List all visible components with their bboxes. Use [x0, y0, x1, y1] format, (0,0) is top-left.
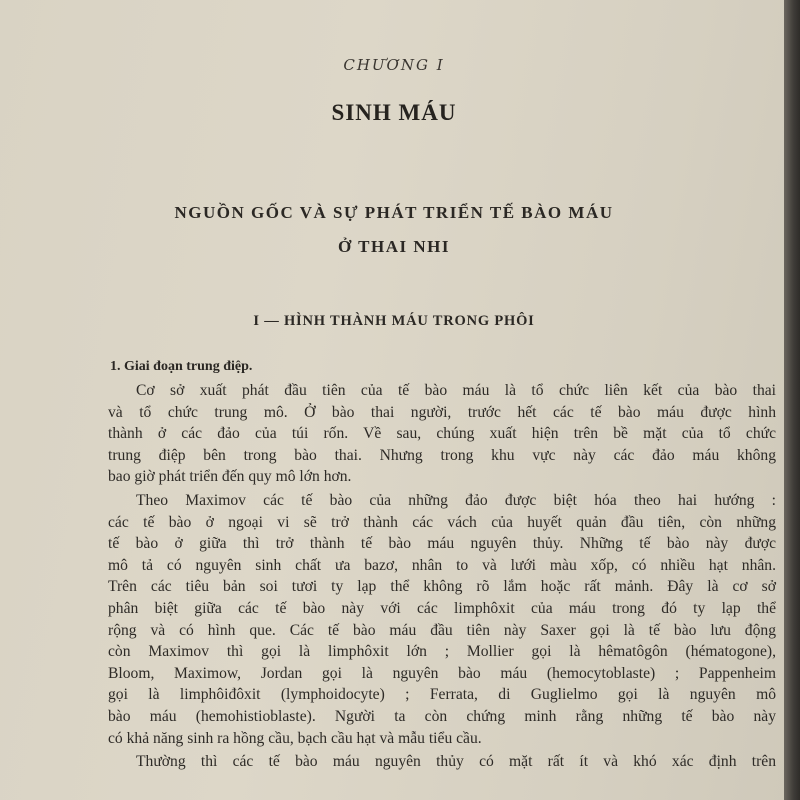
text-line: bao giờ phát triển đến quy mô lớn hơn. [108, 468, 352, 486]
chapter-title: SINH MÁU [331, 100, 457, 125]
text-line: rộng và có hình que. Các tế bào máu đầu tiên này Saxer gọi là tế bào lưu động [108, 621, 776, 639]
text-line: trung điệp bên trong bào thai. Nhưng trong khu vực này các đảo máu không [108, 446, 776, 464]
text-line: Theo Maximov các tế bào của những đảo được biệt hóa theo hai hướng : [136, 491, 776, 509]
text-line: và tổ chức trung mô. Ở bào thai người, trước hết các tế bào máu được hình [108, 403, 776, 421]
text-line: có khả năng sinh ra hồng cầu, bạch cầu hạt và mẫu tiểu cầu. [108, 729, 482, 747]
page-edge [784, 0, 800, 800]
text-line: các tế bào ở ngoại vi sẽ trở thành các vách của huyết quản đầu tiên, còn những [108, 513, 776, 531]
heading-line-2: Ở THAI NHI [338, 237, 450, 256]
text-line: tế bào ở giữa thì trở thành tế bào máu nguyên thủy. Những tế bào này được [108, 535, 776, 553]
text-line: còn Maximov thì gọi là limphôxit lớn ; Mollier gọi là hêmatôgôn (hématogone), [108, 643, 776, 661]
text-line: gọi là limphôiđôxit (lymphoidocyte) ; Ferrata, di Guglielmo gọi là nguyên mô [108, 686, 776, 704]
subsection-title: 1. Giai đoạn trung điệp. [110, 359, 253, 374]
text-line: Trên các tiêu bản soi tươi ty lạp thể không rõ lắm hoặc rất mảnh. Đây là cơ sở [108, 578, 776, 596]
text-line: mô tả có nguyên sinh chất ưa bazơ, nhân to và lưới màu xốp, có nhiều hạt nhân. [108, 556, 776, 574]
text-line: Cơ sở xuất phát đầu tiên của tế bào máu là tổ chức liên kết của bào thai [136, 382, 776, 399]
body-text [108, 380, 776, 773]
text-line: Bloom, Maximow, Jordan gọi là nguyên bào máu (hemocytoblaste) ; Pappenheim [108, 664, 776, 682]
text-line: bào máu (hemohistioblaste). Người ta còn chứng minh rằng những tế bào này [108, 707, 776, 725]
text-line: phân biệt giữa các tế bào này với các limphôxit của máu trong đó ty lạp thể [108, 599, 776, 617]
text-line: Thường thì các tế bào máu nguyên thủy có mặt rất ít và khó xác định trên [136, 753, 776, 771]
text-line: thành ở các đảo của túi rốn. Về sau, chúng xuất hiện trên bề mặt của tổ chức [108, 425, 776, 443]
heading-line-1: NGUỒN GỐC VÀ SỰ PHÁT TRIỂN TẾ BÀO MÁU [174, 203, 614, 222]
chapter-label: CHƯƠNG I [343, 56, 445, 74]
section-title: I — HÌNH THÀNH MÁU TRONG PHÔI [253, 313, 535, 329]
